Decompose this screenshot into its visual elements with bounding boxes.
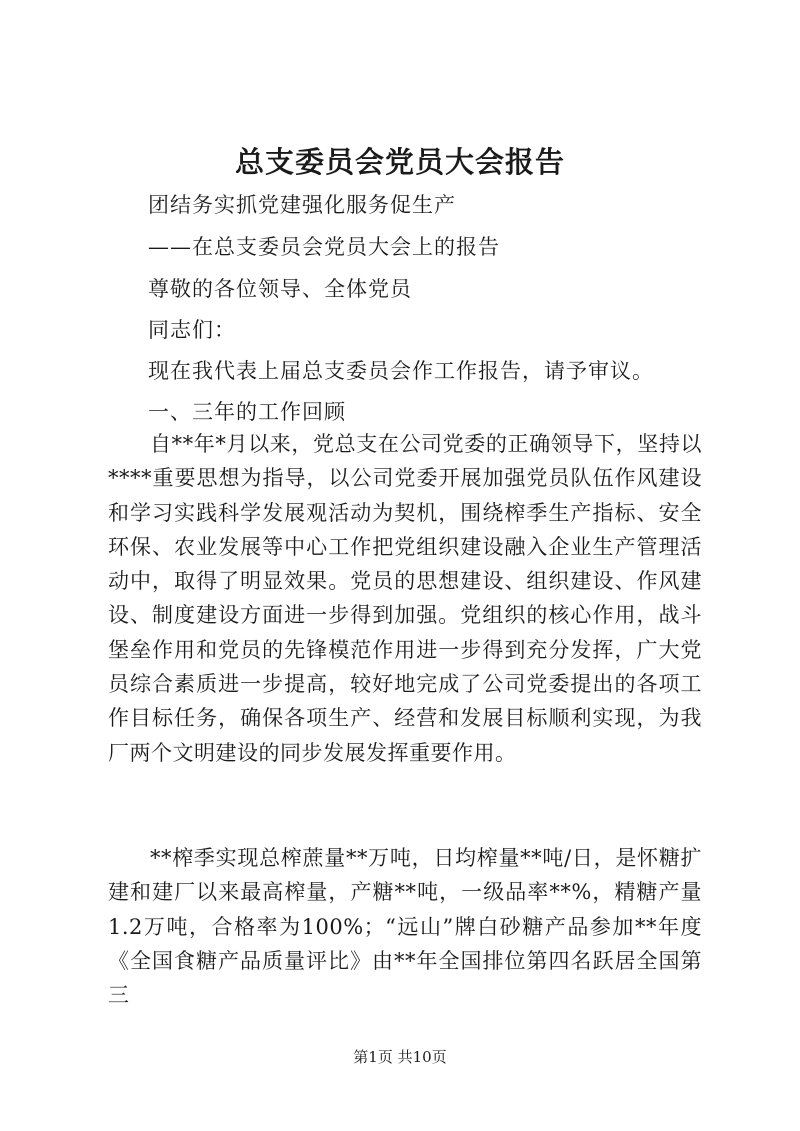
salutation-leaders: 尊敬的各位领导、全体党员 (148, 277, 412, 301)
body-paragraph-2: **榨季实现总榨蔗量**万吨，日均榨量**吨/日，是怀糖扩建和建厂以来最高榨量，产糖**吨，一级品率**%，精糖产量1.2万吨，合格率为100%；“远山”牌白砂糖产品参加**年度《全国食糖产品质量评比》由**年全国排位第四名跃居全国第三 (108, 846, 702, 1008)
section-heading: 一、三年的工作回顾 (148, 400, 346, 424)
report-subtitle: 团结务实抓党建强化服务促生产 (148, 193, 456, 217)
body-paragraph-1: 自**年*月以来，党总支在公司党委的正确领导下，坚持以****重要思想为指导，以公司党委开展加强党员队伍作风建设和学习实践科学发展观活动为契机，围绕榨季生产指标、安全环保、农业发展等中心工作把党组织建设融入企业生产管理活动中，取得了明显效果。党员的思想建设、组织建设、作风建设、制度建设方面进一步得到加强。党组织的核心作用，战斗堡垒作用和党员的先锋模范作用进一步得到充分发挥，广大党员综合素质进一步提高，较好地完成了公司党委提出的各项工作目标任务，确保各项生产、经营和发展目标顺利实现，为我厂两个文明建设的同步发展发挥重要作用。 (108, 432, 702, 765)
intro-sentence: 现在我代表上届总支委员会作工作报告，请予审议。 (148, 359, 654, 383)
page-indicator: 第1页 共10页 (353, 1048, 447, 1066)
report-subtitle-secondary: ——在总支委员会党员大会上的报告 (148, 235, 500, 259)
document-title: 总支委员会党员大会报告 (234, 145, 565, 179)
salutation-comrades: 同志们： (148, 318, 236, 342)
